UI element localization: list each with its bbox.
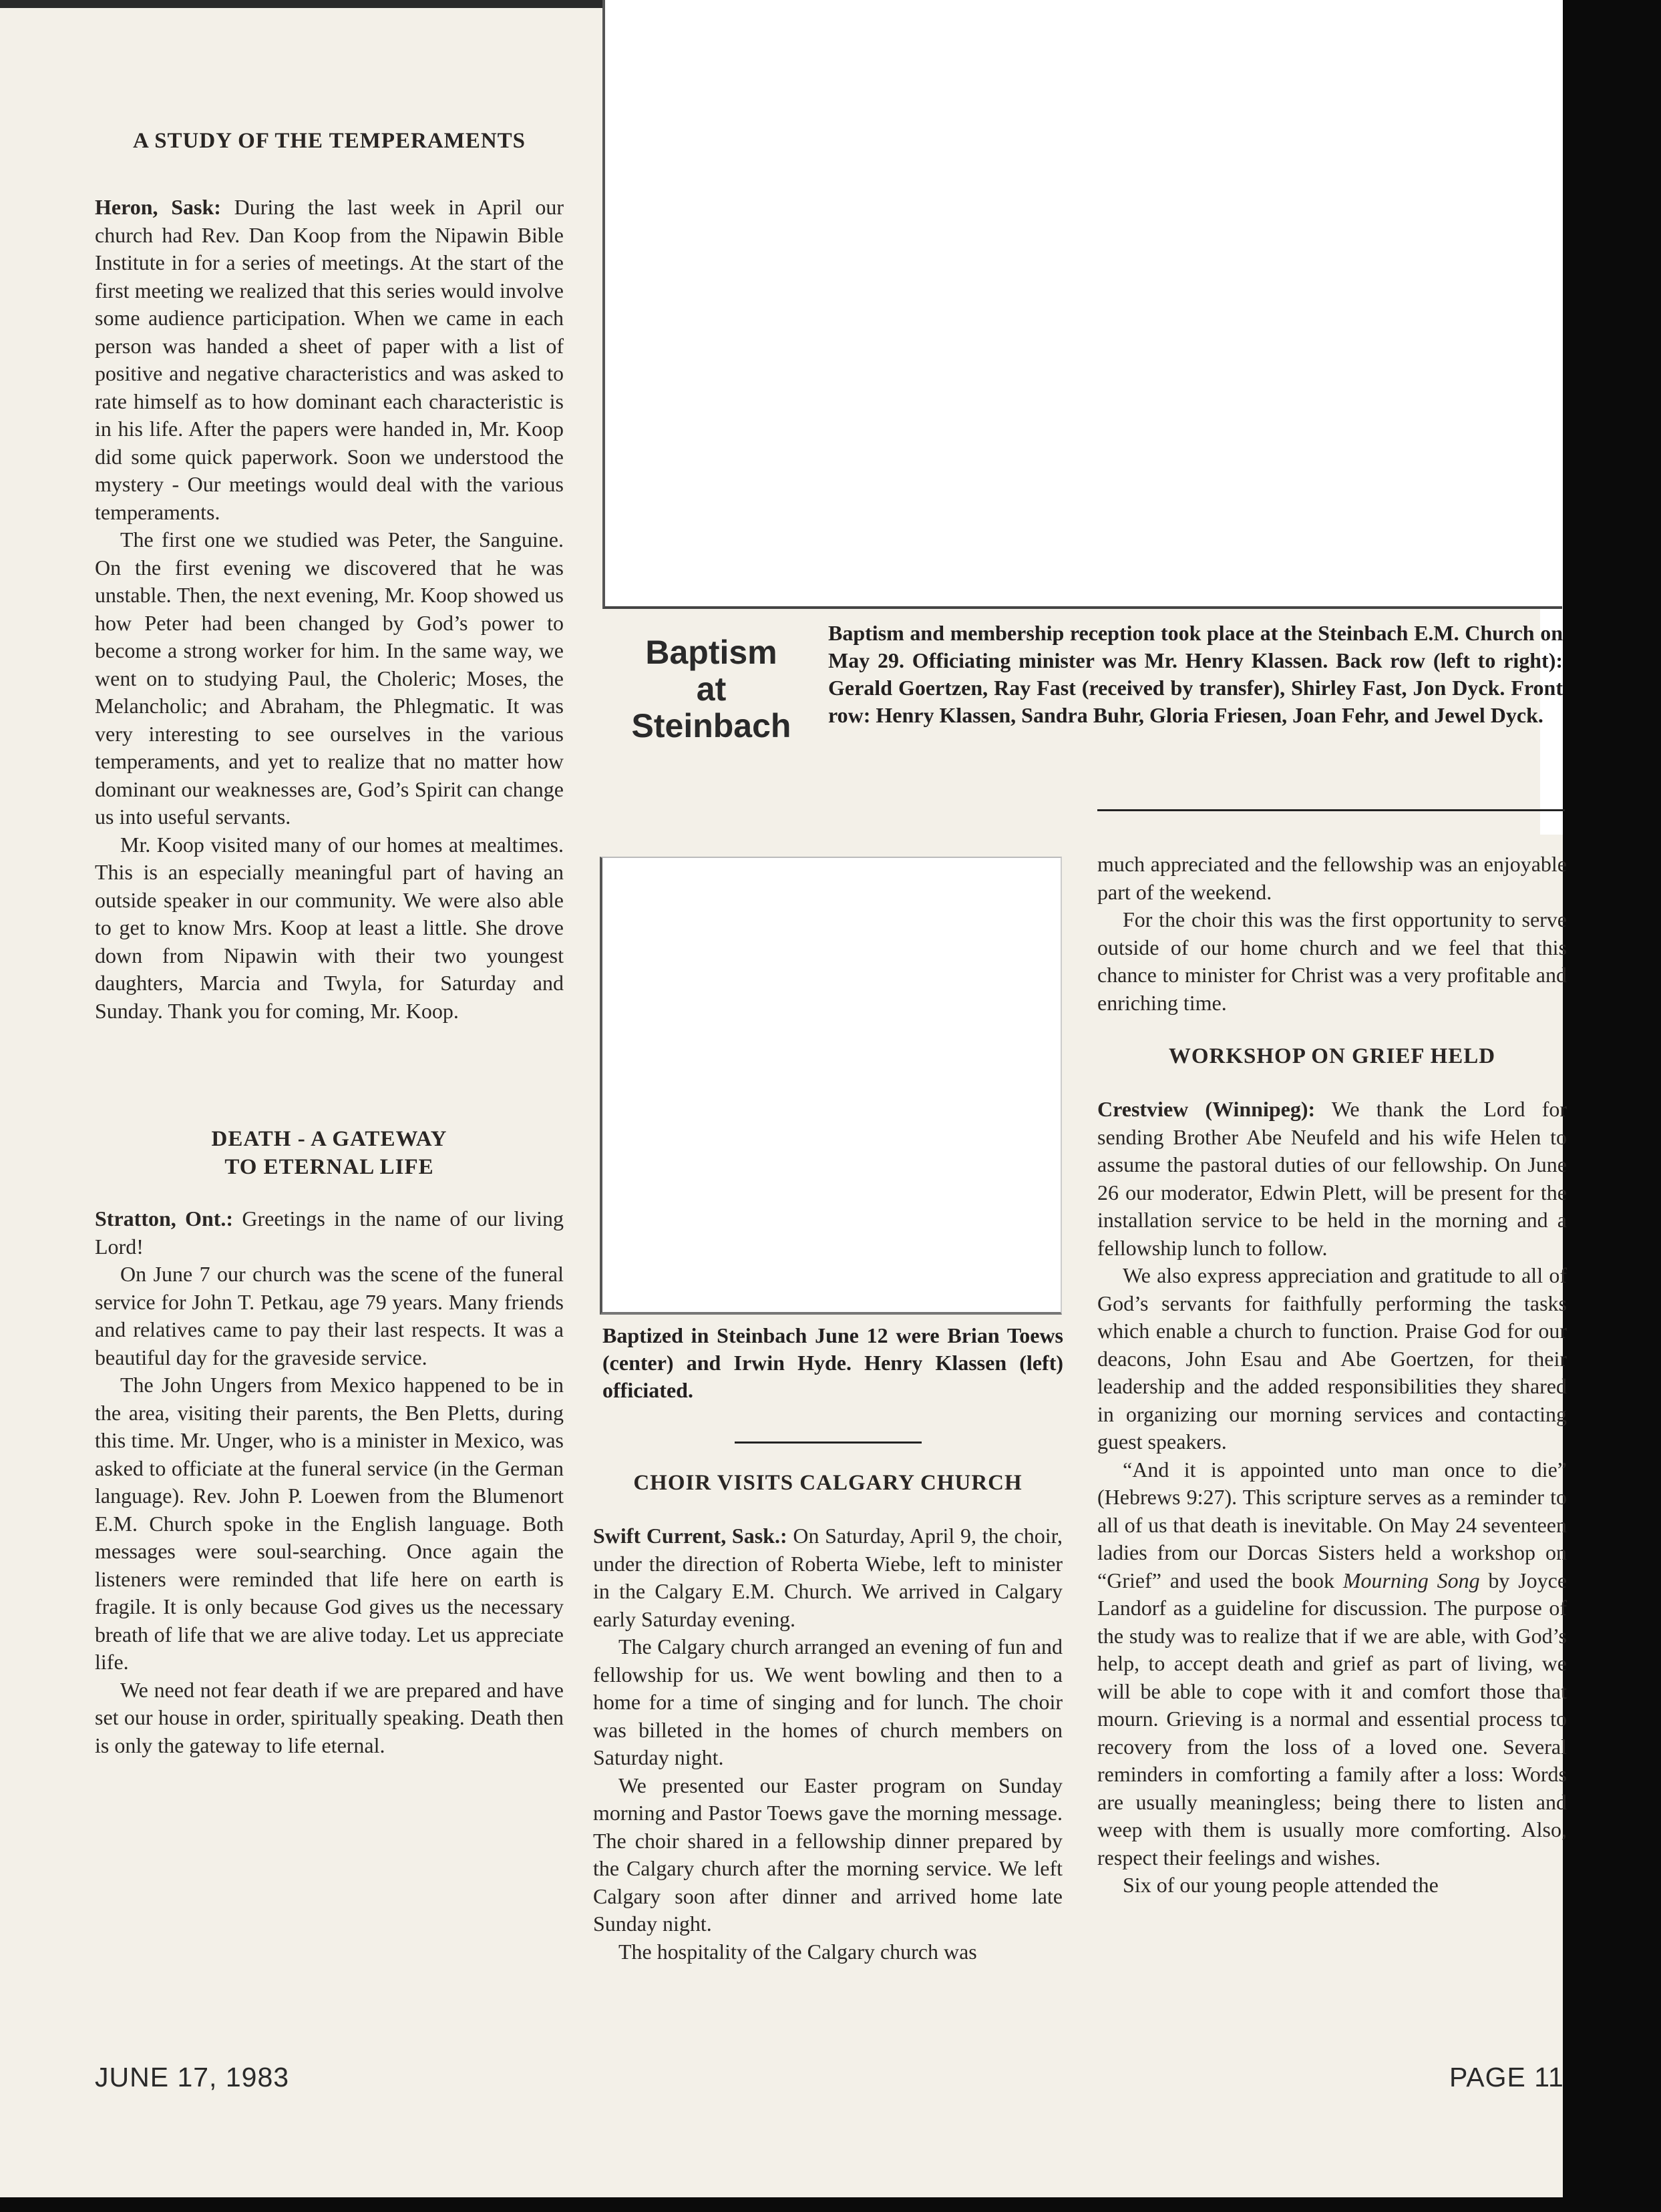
study-heading: A STUDY OF THE TEMPERAMENTS: [132, 129, 526, 153]
death-paragraph-1: [95, 1205, 564, 1261]
death-paragraph-3: The John Ungers from Mexico happened to be in the area, visiting their parents, the Ben Pletts, during this time. Mr. Unger, who is a minister in Mexico, was asked to officiate at the funeral service (in the German language). Rev. John P. Loewen from the Blumenort E.M. Church spoke in the English language. Both messages were soul-searching. Once again the listeners were reminded that life here on earth is fragile. It is only because God gives us the necessary breath of life that we are alive today. Let us appreciate life.: [95, 1373, 564, 1674]
book-title: Mourning Song: [1342, 1568, 1480, 1592]
choir-dateline: Swift Current, Sask.:: [593, 1524, 787, 1548]
divider-right-top: [1097, 809, 1565, 811]
choir-paragraph-4: The hospitality of the Calgary church was: [618, 1939, 977, 1964]
choir-heading: CHOIR VISITS CALGARY CHURCH: [633, 1471, 1023, 1495]
death-p1: Greetings in the name of our living Lord!: [95, 1206, 564, 1259]
death-paragraph-2: On June 7 our church was the scene of the funeral service for John T. Petkau, age 79 years. Many friends and relatives came to pay their last respects. It was a beautiful day for the graveside service.: [95, 1262, 564, 1369]
study-dateline: Heron, Sask:: [95, 195, 221, 219]
baptism-headline-line2: at: [696, 670, 727, 708]
choir-paragraph-1: [593, 1522, 1063, 1633]
grief-paragraph-2: We also express appreciation and gratitude to all of God’s servants for faithfully performing the tasks which enable a church to function. Praise God for our deacons, John Esau and Abe Goertzen, for their leadership and the added responsibilities they shared in organizing our morning services and contacting guest speakers.: [1097, 1263, 1567, 1454]
grief-paragraph-3: [1097, 1456, 1567, 1872]
baptized-caption: Baptized in Steinbach June 12 were Brian Toews (center) and Irwin Hyde. Henry Klassen (left) officiated.: [602, 1323, 1063, 1402]
baptism-headline: [609, 634, 813, 744]
choir-paragraph-2: The Calgary church arranged an evening of fun and fellowship for us. We went bowling and then to a home for a time of singing and for lunch. The choir was billeted in the homes of church members on Saturday night.: [593, 1634, 1063, 1769]
grief-p3a: “And it is appointed unto man once to die” (Hebrews 9:27). This scripture serves as a reminder to all of us that death is inevitable. On May 24 seventeen ladies from our Dorcas Sisters held a workshop on “Grief” and used the book: [1097, 1457, 1567, 1592]
footer-page-number: PAGE 11: [1449, 2062, 1564, 2092]
study-paragraph-2: The first one we studied was Peter, the Sanguine. On the first evening we discovered that he was unstable. Then, the next evening, Mr. Koop showed us how Peter had been changed by God’s power to become a strong worker for him. In the same way, we went on to studying Paul, the Choleric; Moses, the Melancholic; and Abraham, the Phlegmatic. It was very interesting to see ourselves in the various temperaments, and yet to realize that no matter how dominant our weaknesses are, God’s Spirit can change us into useful servants.: [95, 527, 564, 829]
death-heading-line1: DEATH - A GATEWAY: [211, 1127, 447, 1151]
baptism-headline-line1: Baptism: [645, 634, 777, 671]
study-paragraph-3: Mr. Koop visited many of our homes at mealtimes. This is an especially meaningful part of having an outside speaker in our community. We were also able to get to know Mrs. Koop at least a little. She drove down from Nipawin with their two youngest daughters, Marcia and Twyla, for Saturday and Sunday. Thank you for coming, Mr. Koop.: [95, 832, 564, 1023]
choir-continued-1: much appreciated and the fellowship was an enjoyable part of the weekend.: [1097, 852, 1567, 904]
footer-date: JUNE 17, 1983: [95, 2062, 290, 2092]
left-column: [95, 127, 564, 1759]
choir-continued-2: For the choir this was the first opportunity to serve outside of our home church and we feel that this chance to minister for Christ was a very profitable and enriching time.: [1097, 907, 1567, 1015]
divider-middle: [735, 1442, 922, 1444]
choir-p1: On Saturday, April 9, the choir, under the direction of Roberta Wiebe, left to minister in the Calgary E.M. Church. We arrived in Calgary early Saturday evening.: [593, 1524, 1063, 1631]
grief-paragraph-4: Six of our young people attended the: [1123, 1873, 1439, 1897]
baptism-headline-line3: Steinbach: [631, 707, 791, 744]
death-paragraph-4: We need not fear death if we are prepared and have set our house in order, spiritually speaking. Death then is only the gateway to life eternal.: [95, 1677, 564, 1757]
baptized-photo: [600, 857, 1062, 1315]
scan-edge-right: [1563, 0, 1661, 2212]
grief-p3b: by Joyce Landorf as a guideline for discussion. The purpose of the study was to realize that if we are able, with God’s help, to accept death and grief as part of living, we will be able to cope with it and comfort those that mourn. Grieving is a normal and essential process to recovery from the loss of a loved one. Several reminders in comforting a family after a loss: Words are usually meaningless; being there to listen and weep with them is usually more comforting. Also, respect their feelings and wishes.: [1097, 1568, 1567, 1869]
study-p1: During the last week in April our church had Rev. Dan Koop from the Nipawin Bible Institute in for a series of meetings. At the start of the first meeting we realized that this series would involve some audience participation. When we came in each person was handed a sheet of paper with a list of positive and negative characteristics and was asked to rate himself as to how dominant each characteristic is in his life. After the papers were handed in, Mr. Koop did some quick paperwork. Soon we understood the mystery - Our meetings would deal with the various temperaments.: [95, 195, 564, 524]
scan-edge-bottom: [0, 2197, 1661, 2212]
middle-column: [593, 1469, 1063, 1966]
baptism-photo: [602, 0, 1562, 609]
grief-heading: WORKSHOP ON GRIEF HELD: [1168, 1044, 1496, 1068]
baptism-caption: Baptism and membership reception took place at the Steinbach E.M. Church on May 29. Officiating minister was Mr. Henry Klassen. Back row (left to right): Gerald Goertzen, Ray Fast (received by transfer), Shirley Fast, Jon Dyck. Front row: Henry Klassen, Sandra Buhr, Gloria Friesen, Joan Fehr, and Jewel Dyck.: [828, 621, 1563, 727]
study-paragraph-1: [95, 194, 564, 526]
grief-paragraph-1: [1097, 1096, 1567, 1262]
choir-paragraph-3: We presented our Easter program on Sunday morning and Pastor Toews gave the morning message. The choir shared in a fellowship dinner prepared by the Calgary church after the morning service. We left Calgary soon after dinner and arrived home late Sunday night.: [593, 1773, 1063, 1936]
grief-dateline: Crestview (Winnipeg):: [1097, 1097, 1316, 1121]
death-dateline: Stratton, Ont.:: [95, 1206, 234, 1231]
right-column: [1097, 851, 1567, 1900]
grief-p1: We thank the Lord for sending Brother Abe Neufeld and his wife Helen to assume the pastoral duties of our fellowship. On June 26 our moderator, Edwin Plett, will be present for the installation service to be held in the morning and a fellowship lunch to follow.: [1097, 1097, 1567, 1260]
death-heading-line2: TO ETERNAL LIFE: [224, 1155, 434, 1179]
